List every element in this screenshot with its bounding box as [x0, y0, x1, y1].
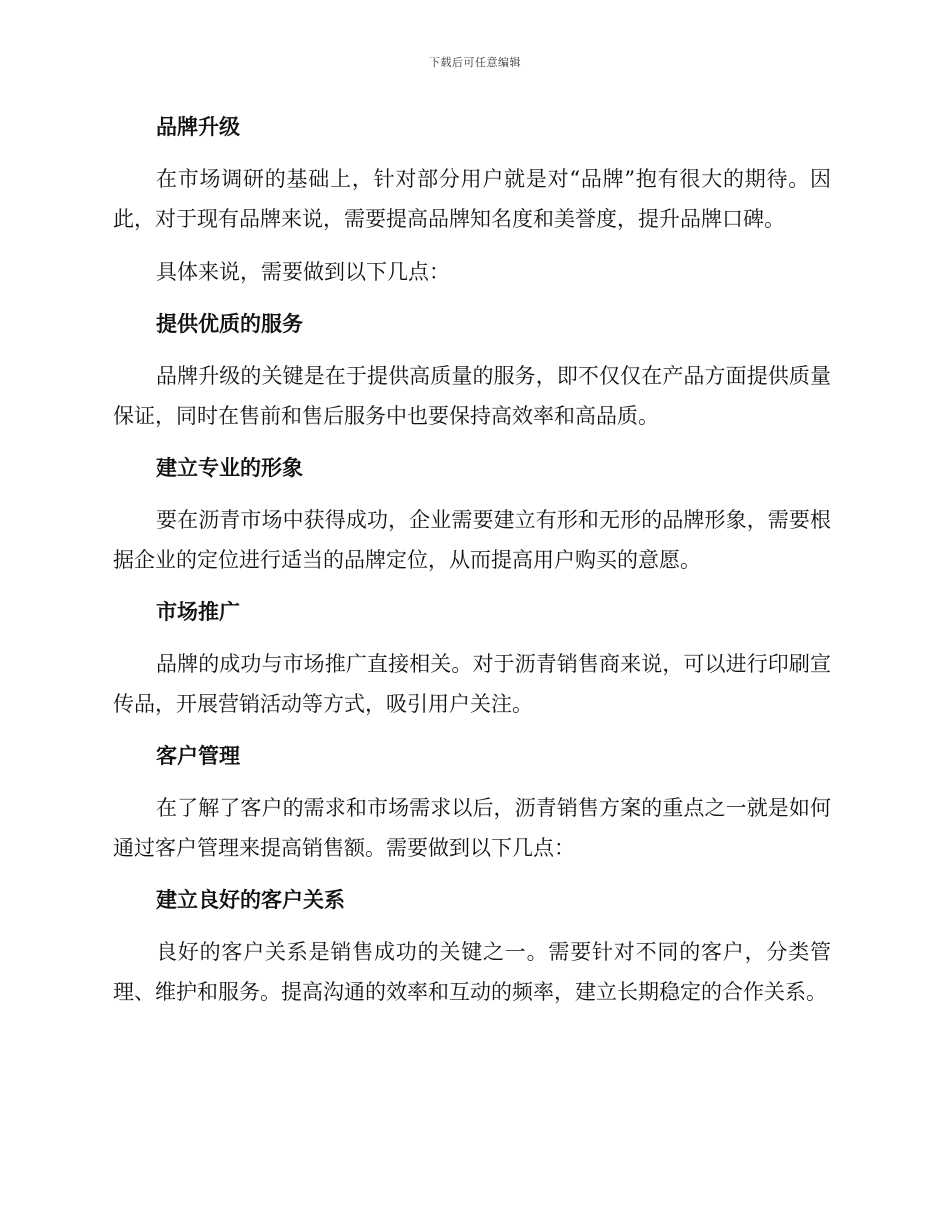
paragraph-professional-image: 要在沥青市场中获得成功，企业需要建立有形和无形的品牌形象，需要根据企业的定位进行适当的品牌定位，从而提高用户购买的意愿。	[113, 508, 831, 572]
section-heading-quality-service: 提供优质的服务	[156, 312, 303, 336]
section-heading-brand-upgrade: 品牌升级	[156, 115, 240, 139]
paragraph-customer-relations: 良好的客户关系是销售成功的关键之一。需要针对不同的客户，分类管理、维护和服务。提高沟通的效率和互动的频率，建立长期稳定的合作关系。	[113, 940, 831, 1004]
paragraph-brand-upgrade-intro: 在市场调研的基础上，针对部分用户就是对“品牌”抱有很大的期待。因此，对于现有品牌来说，需要提高品牌知名度和美誉度，提升品牌口碑。	[113, 167, 831, 231]
section-heading-professional-image: 建立专业的形象	[156, 456, 303, 480]
paragraph-customer-management: 在了解了客户的需求和市场需求以后，沥青销售方案的重点之一就是如何通过客户管理来提高销售额。需要做到以下几点：	[113, 796, 831, 860]
section-heading-market-promotion: 市场推广	[156, 600, 240, 624]
page-header-note: 下载后可任意编辑	[429, 56, 521, 69]
section-heading-customer-relations: 建立良好的客户关系	[156, 888, 345, 912]
paragraph-market-promotion: 品牌的成功与市场推广直接相关。对于沥青销售商来说，可以进行印刷宣传品，开展营销活动等方式，吸引用户关注。	[113, 652, 831, 716]
document-body	[113, 108, 831, 1025]
paragraph-brand-upgrade-points: 具体来说，需要做到以下几点：	[156, 260, 450, 284]
section-heading-customer-management: 客户管理	[156, 744, 240, 768]
paragraph-quality-service: 品牌升级的关键是在于提供高质量的服务，即不仅仅在产品方面提供质量保证，同时在售前和售后服务中也要保持高效率和高品质。	[113, 364, 831, 428]
